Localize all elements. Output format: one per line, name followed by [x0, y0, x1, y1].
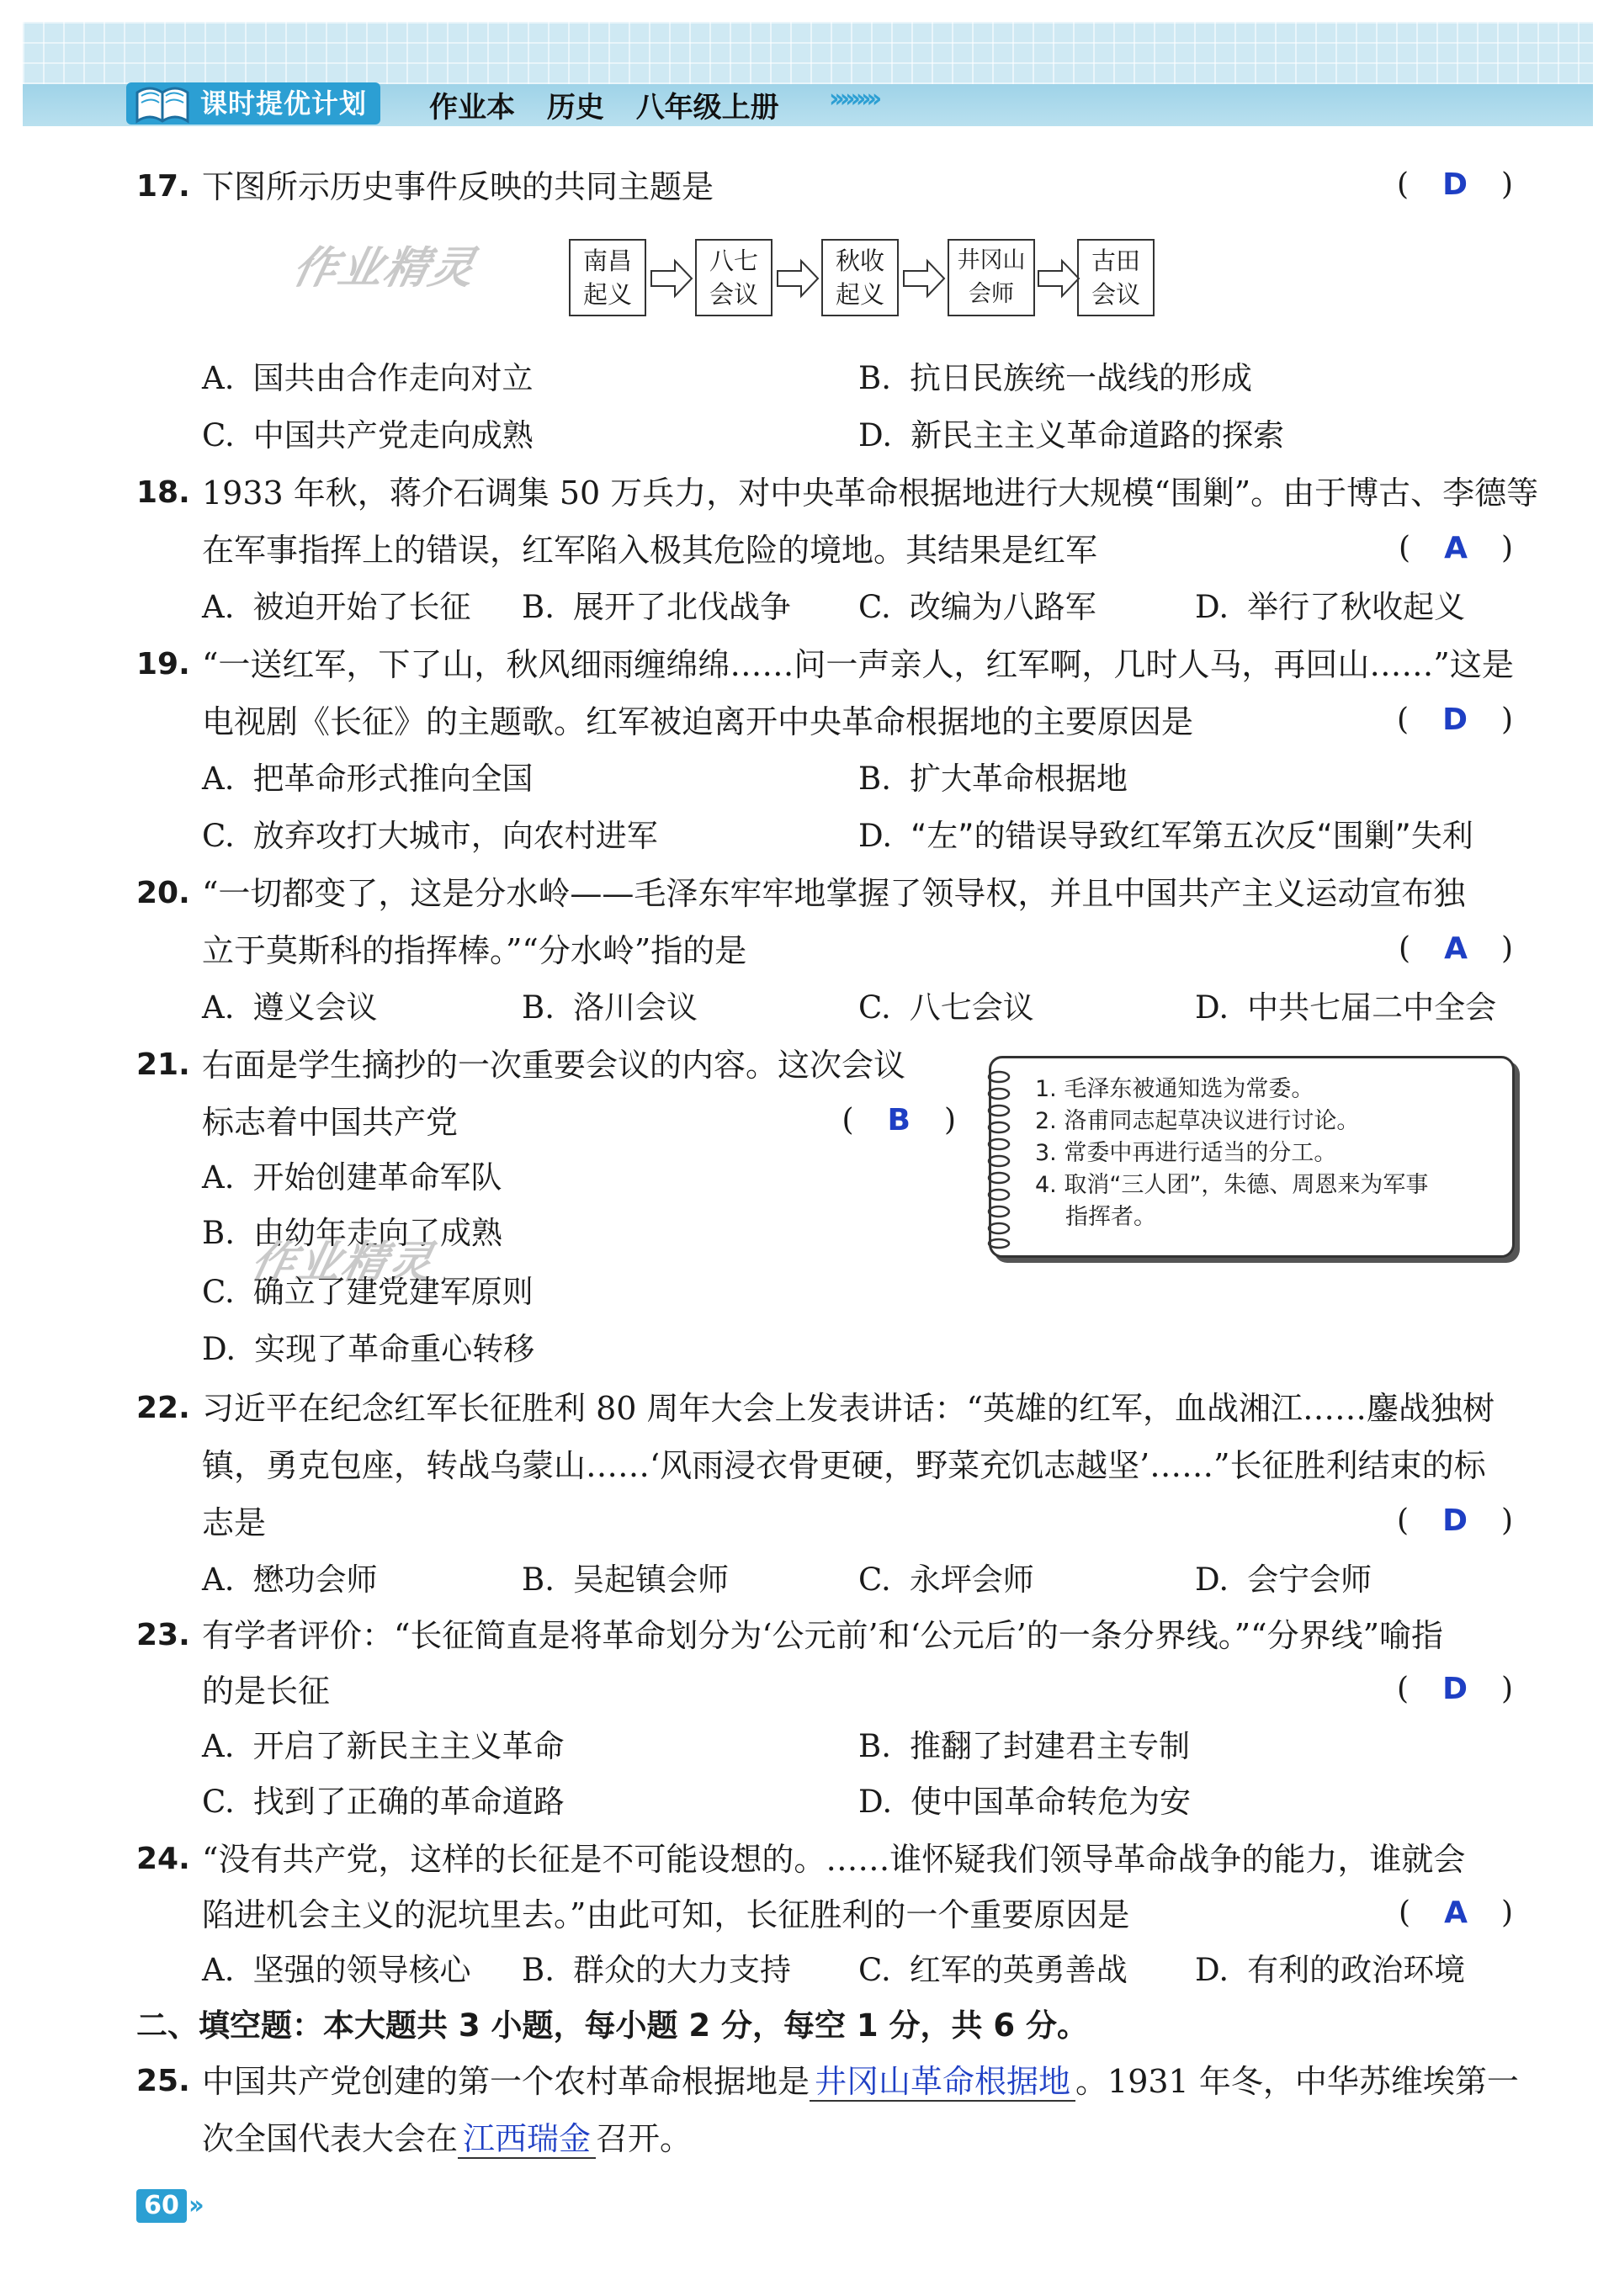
- option-b[interactable]: B. 抗日民族统一战线的形成: [858, 360, 1252, 396]
- question-stem: 下图所示历史事件反映的共同主题是: [202, 168, 714, 205]
- chevron-right-icon: ››: [188, 2191, 199, 2220]
- answer-letter: D: [1442, 1503, 1468, 1538]
- subject-label: 历史: [546, 91, 604, 125]
- watermark: 作业精灵: [288, 243, 481, 294]
- option-d[interactable]: D. 使中国革命转危为安: [858, 1784, 1192, 1820]
- option-d[interactable]: D. 举行了秋收起义: [1195, 589, 1466, 625]
- question-stem: 志是: [202, 1504, 267, 1541]
- flow-box: 八七 会议: [695, 239, 772, 316]
- option-c[interactable]: C. 改编为八路军: [858, 589, 1096, 625]
- option-c[interactable]: C. 放弃攻打大城市，向农村进军: [202, 818, 658, 854]
- card-line: 1. 毛泽东被通知选为常委。: [1035, 1076, 1314, 1102]
- answer-slot: ( A ): [1399, 1896, 1513, 1930]
- option-a[interactable]: A. 被迫开始了长征: [202, 589, 471, 625]
- answer-letter: B: [887, 1103, 911, 1137]
- question-number: 23.: [136, 1618, 190, 1652]
- question-stem: 有学者评价：“长征简直是将革命划分为‘公元前’和‘公元后’的一条分界线。”“分界线”喻指: [202, 1617, 1444, 1654]
- answer-slot: ( A ): [1399, 531, 1513, 565]
- option-a[interactable]: A. 开启了新民主主义革命: [202, 1728, 565, 1764]
- flow-box: 井冈山 会师: [948, 239, 1035, 316]
- card-line: 2. 洛甫同志起草决议进行讨论。: [1035, 1108, 1360, 1134]
- option-a[interactable]: A. 国共由合作走向对立: [202, 360, 534, 396]
- answer-slot: ( D ): [1397, 1503, 1513, 1538]
- option-b[interactable]: B. 展开了北伐战争: [522, 589, 791, 625]
- arrow-right-icon: [902, 257, 946, 300]
- question-stem: 1933 年秋，蒋介石调集 50 万兵力，对中央革命根据地进行大规模“围剿”。由于博古、李德等: [202, 475, 1539, 512]
- option-c[interactable]: C. 确立了建党建军原则: [202, 1274, 534, 1310]
- option-d[interactable]: D. 有利的政治环境: [1195, 1952, 1466, 1988]
- question-stem: “没有共产党，这样的长征是不可能设想的。……谁怀疑我们领导革命战争的能力，谁就会: [202, 1841, 1466, 1878]
- option-a[interactable]: A. 开始创建革命军队: [202, 1159, 502, 1196]
- option-d[interactable]: D. 中共七届二中全会: [1195, 989, 1497, 1026]
- question-stem: 习近平在纪念红军长征胜利 80 周年大会上发表讲话：“英雄的红军，血战湘江……鏖战独树: [202, 1390, 1495, 1427]
- arrow-right-icon: [1037, 257, 1080, 300]
- question-number: 18.: [136, 475, 190, 510]
- question-stem: 在军事指挥上的错误，红军陷入极其危险的境地。其结果是红军: [202, 532, 1098, 569]
- option-c[interactable]: C. 八七会议: [858, 989, 1034, 1026]
- book-type: 作业本: [429, 91, 515, 125]
- flow-box: 古田 会议: [1077, 239, 1155, 316]
- question-stem: 右面是学生摘抄的一次重要会议的内容。这次会议: [202, 1047, 906, 1084]
- section-heading: 二、填空题：本大题共 3 小题，每小题 2 分，每空 1 分，共 6 分。: [136, 2007, 1089, 2044]
- spiral-binding-icon: [985, 1068, 1013, 1249]
- fill-in-line: 次全国代表大会在 江西瑞金 召开。: [202, 2120, 693, 2157]
- question-stem: 电视剧《长征》的主题歌。红军被迫离开中央革命根据地的主要原因是: [202, 703, 1194, 740]
- option-c[interactable]: C. 红军的英勇善战: [858, 1952, 1128, 1988]
- option-d[interactable]: D. 会宁会师: [1195, 1562, 1372, 1598]
- answer-slot: ( D ): [1397, 167, 1513, 202]
- option-b[interactable]: B. 由幼年走向了成熟: [202, 1215, 502, 1251]
- arrow-right-icon: [776, 257, 820, 300]
- watermark: 作业精灵: [246, 1238, 439, 1288]
- card-line: 4. 取消“三人团”，朱德、周恩来为军事: [1035, 1172, 1429, 1198]
- option-b[interactable]: B. 推翻了封建君主专制: [858, 1728, 1190, 1764]
- option-b[interactable]: B. 吴起镇会师: [522, 1562, 729, 1598]
- question-stem: 立于莫斯科的指挥棒。”“分水岭”指的是: [202, 932, 747, 969]
- question-number: 21.: [136, 1047, 190, 1082]
- answer-blank[interactable]: 井冈山革命根据地: [810, 2063, 1075, 2102]
- card-line: 3. 常委中再进行适当的分工。: [1035, 1140, 1337, 1166]
- question-stem: “一切都变了，这是分水岭——毛泽东牢牢地掌握了领导权，并且中国共产主义运动宣布独: [202, 875, 1466, 912]
- option-b[interactable]: B. 扩大革命根据地: [858, 761, 1128, 797]
- page-number: 60: [136, 2189, 187, 2223]
- meeting-notes-card: [989, 1056, 1515, 1258]
- option-c[interactable]: C. 永坪会师: [858, 1562, 1034, 1598]
- option-b[interactable]: B. 群众的大力支持: [522, 1952, 791, 1988]
- question-stem: 标志着中国共产党: [202, 1104, 459, 1141]
- question-number: 25.: [136, 2064, 190, 2098]
- question-number: 19.: [136, 647, 190, 681]
- flow-box: 南昌 起义: [569, 239, 646, 316]
- question-number: 24.: [136, 1842, 190, 1876]
- answer-slot: ( B ): [842, 1103, 956, 1137]
- header-arrows-icon: ›››››››››: [829, 84, 878, 114]
- answer-letter: A: [1444, 531, 1468, 565]
- answer-slot: ( D ): [1397, 703, 1513, 737]
- open-book-icon: [133, 77, 192, 126]
- grade-label: 八年级上册: [635, 91, 779, 125]
- option-d[interactable]: D. 实现了革命重心转移: [202, 1331, 535, 1367]
- question-stem: 陷进机会主义的泥坑里去。”由此可知，长征胜利的一个重要原因是: [202, 1896, 1130, 1933]
- option-d[interactable]: D. 新民主主义革命道路的探索: [858, 417, 1285, 453]
- brand-title: 课时提优计划: [200, 87, 368, 119]
- event-flow-diagram: [569, 239, 1158, 323]
- question-number: 20.: [136, 876, 190, 910]
- option-a[interactable]: A. 把革命形式推向全国: [202, 761, 534, 797]
- option-d[interactable]: D. “左”的错误导致红军第五次反“围剿”失利: [858, 818, 1473, 854]
- answer-letter: D: [1442, 703, 1468, 737]
- arrow-right-icon: [650, 257, 693, 300]
- answer-blank[interactable]: 江西瑞金: [458, 2120, 596, 2159]
- answer-slot: ( A ): [1399, 931, 1513, 966]
- option-c[interactable]: C. 中国共产党走向成熟: [202, 417, 534, 453]
- fill-in-line: 中国共产党创建的第一个农村革命根据地是 井冈山革命根据地 。1931 年冬，中华苏维埃第一: [202, 2063, 1519, 2100]
- question-stem: “一送红军，下了山，秋风细雨缠绵绵……问一声亲人，红军啊，几时人马，再回山……”这是: [202, 646, 1514, 683]
- answer-letter: D: [1442, 167, 1468, 202]
- option-a[interactable]: A. 懋功会师: [202, 1562, 378, 1598]
- answer-letter: A: [1444, 1896, 1468, 1930]
- card-line: 指挥者。: [1065, 1204, 1156, 1230]
- question-number: 22.: [136, 1391, 190, 1425]
- answer-letter: A: [1444, 931, 1468, 966]
- option-a[interactable]: A. 遵义会议: [202, 989, 378, 1026]
- question-number: 17.: [136, 169, 190, 204]
- option-c[interactable]: C. 找到了正确的革命道路: [202, 1784, 565, 1820]
- option-a[interactable]: A. 坚强的领导核心: [202, 1952, 471, 1988]
- header-subtitle: [429, 84, 801, 125]
- question-stem: 镇，勇克包座，转战乌蒙山……‘风雨浸衣骨更硬，野菜充饥志越坚’……”长征胜利结束的标: [202, 1447, 1486, 1484]
- answer-letter: D: [1442, 1672, 1468, 1706]
- question-stem: 的是长征: [202, 1673, 331, 1710]
- flow-box: 秋收 起义: [821, 239, 899, 316]
- answer-slot: ( D ): [1397, 1672, 1513, 1706]
- option-b[interactable]: B. 洛川会议: [522, 989, 698, 1026]
